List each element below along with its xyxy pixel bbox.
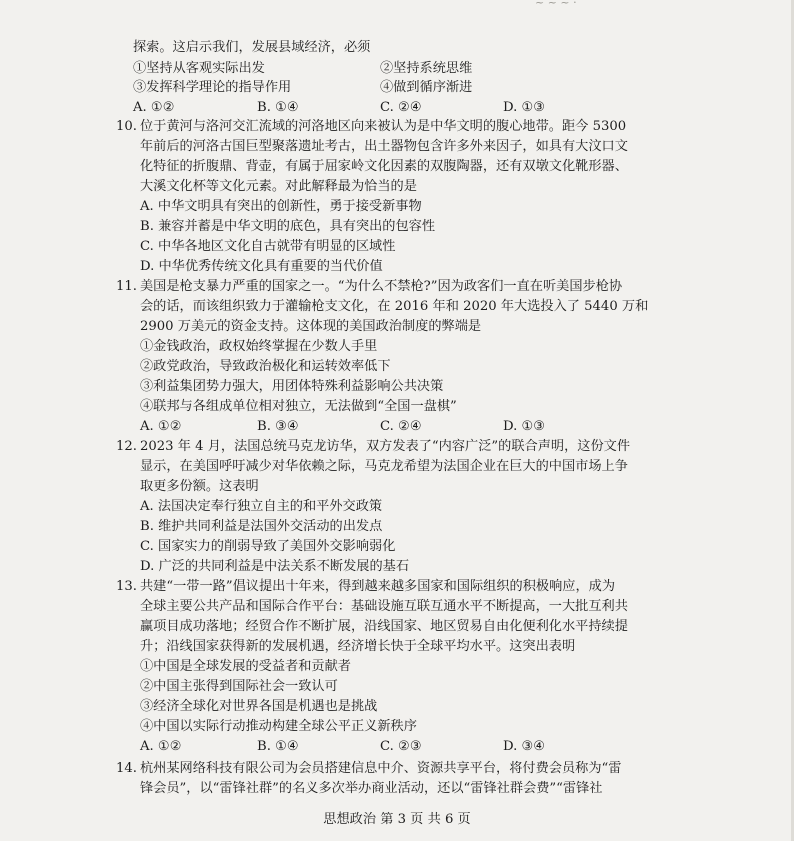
q11-option-b: B. ③④ [257, 419, 299, 434]
q9-option-c: C. ②④ [380, 100, 422, 115]
q11-option-c: C. ②④ [380, 419, 422, 434]
q9-statement-4: ④做到循序渐进 [380, 80, 473, 95]
q14-stem-line: 锋会员”，以“雷锋社群”的名义多次举办商业活动，还以“雷锋社群会费”“雷锋社 [140, 781, 603, 796]
q11-number: 11. [116, 279, 137, 294]
q13-option-d: D. ③④ [503, 739, 546, 754]
q12-option-b: B. 维护共同利益是法国外交活动的出发点 [140, 519, 383, 534]
q13-statement-2: ②中国主张得到国际社会一致认可 [140, 679, 338, 694]
q13-statement-4: ④中国以实际行动推动构建全球公平正义新秩序 [140, 719, 417, 734]
q13-stem-line: 赢项目成功落地；经贸合作不断扩展，沿线国家、地区贸易自由化便利化水平持续提 [140, 619, 628, 634]
q11-option-d: D. ①③ [503, 419, 546, 434]
q10-stem-line: 大溪文化杯等文化元素。对此解释最为恰当的是 [140, 179, 417, 194]
q13-statement-3: ③经济全球化对世界各国是机遇也是挑战 [140, 699, 378, 714]
q10-stem-line: 年前后的河洛古国巨型聚落遗址考古，出土器物包含许多外来因子，如具有大汶口文 [140, 139, 628, 154]
q14-stem-line: 杭州某网络科技有限公司为会员搭建信息中介、资源共享平台，将付费会员称为“雷 [140, 761, 622, 776]
q10-option-a: A. 中华文明具有突出的创新性，勇于接受新事物 [140, 199, 422, 214]
q9-statement-2: ②坚持系统思维 [380, 61, 473, 76]
q10-number: 10. [116, 119, 137, 134]
q12-number: 12. [116, 439, 137, 454]
q11-stem-line: 2900 万美元的资金支持。这体现的美国政治制度的弊端是 [140, 319, 482, 334]
q10-option-b: B. 兼容并蓄是中华文明的底色，具有突出的包容性 [140, 219, 436, 234]
q13-number: 13. [116, 579, 137, 594]
q9-option-b: B. ①④ [257, 100, 299, 115]
q12-stem-line: 2023 年 4 月，法国总统马克龙访华，双方发表了“内容广泛”的联合声明，这份文件 [140, 439, 631, 454]
q13-option-a: A. ①② [140, 739, 182, 754]
q10-stem-line: 位于黄河与洛河交汇流域的河洛地区向来被认为是中华文明的腹心地带。距今 5300 [140, 119, 627, 134]
q12-option-d: D. 广泛的共同利益是中法关系不断发展的基石 [140, 559, 410, 574]
q14-number: 14. [116, 761, 137, 776]
q12-stem-line: 显示，在美国呼吁减少对华依赖之际，马克龙希望为法国企业在巨大的中国市场上争 [140, 459, 628, 474]
q9-statement-3: ③发挥科学理论的指导作用 [133, 80, 292, 95]
q13-statement-1: ①中国是全球发展的受益者和贡献者 [140, 659, 351, 674]
q11-statement-3: ③利益集团势力强大，用团体特殊利益影响公共决策 [140, 379, 444, 394]
q9-statement-1: ①坚持从客观实际出发 [133, 61, 265, 76]
q9-option-a: A. ①② [133, 100, 175, 115]
q11-stem-line: 会的话，而该组织致力于灌输枪支文化，在 2016 年和 2020 年大选投入了 5440 万和 [140, 299, 649, 314]
q13-option-b: B. ①④ [257, 739, 299, 754]
q11-statement-1: ①金钱政治，政权始终掌握在少数人手里 [140, 339, 378, 354]
q9-stem-cont: 探索。这启示我们，发展县域经济，必须 [133, 40, 371, 55]
scan-artifact: ~ ~ ~ · [535, 0, 577, 9]
q13-stem-line: 升；沿线国家获得新的发展机遇，经济增长快于全球平均水平。这突出表明 [140, 639, 576, 654]
q12-stem-line: 取更多份额。这表明 [140, 479, 259, 494]
q10-option-d: D. 中华优秀传统文化具有重要的当代价值 [140, 259, 383, 274]
q13-stem-line: 共建“一带一路”倡议提出十年来，得到越来越多国家和国际组织的积极响应，成为 [140, 579, 616, 594]
q11-option-a: A. ①② [140, 419, 182, 434]
q11-statement-4: ④联邦与各组成单位相对独立，无法做到“全国一盘棋” [140, 399, 457, 414]
q11-stem-line: 美国是枪支暴力严重的国家之一。“为什么不禁枪?”因为政客们一直在听美国步枪协 [140, 279, 623, 294]
q13-stem-line: 全球主要公共产品和国际合作平台：基础设施互联互通水平不断提高，一大批互利共 [140, 599, 628, 614]
q10-option-c: C. 中华各地区文化自古就带有明显的区域性 [140, 239, 396, 254]
q9-option-d: D. ①③ [503, 100, 546, 115]
q11-statement-2: ②政党政治，导致政治极化和运转效率低下 [140, 359, 391, 374]
q12-option-c: C. 国家实力的削弱导致了美国外交影响弱化 [140, 539, 396, 554]
q12-option-a: A. 法国决定奉行独立自主的和平外交政策 [140, 499, 383, 514]
q10-stem-line: 化特征的折腹鼎、背壶，有属于屈家岭文化因素的双腹陶器，还有双墩文化靴形器、 [140, 159, 628, 174]
page-footer: 思想政治 第 3 页 共 6 页 [323, 812, 471, 827]
q13-option-c: C. ②③ [380, 739, 422, 754]
